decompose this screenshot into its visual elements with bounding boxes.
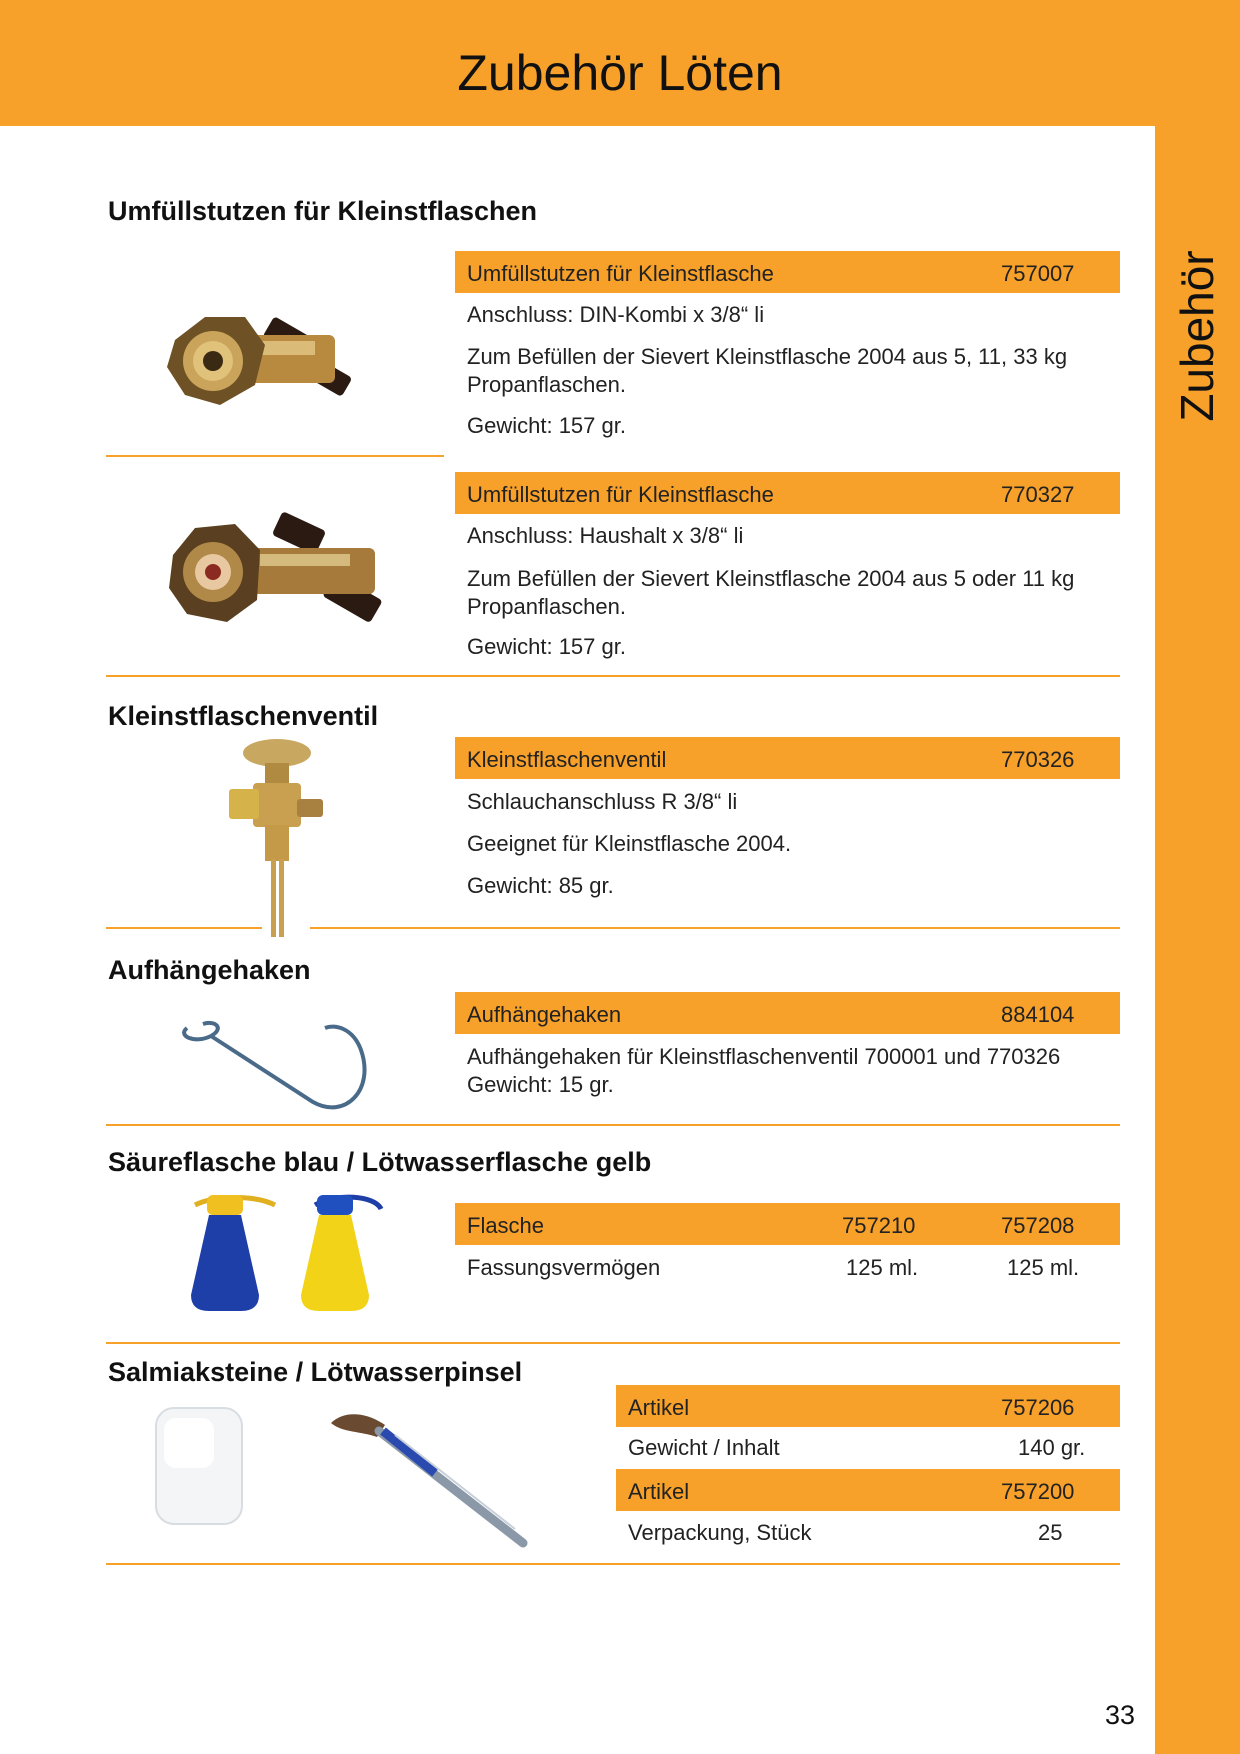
- product-description-line1: Zum Befüllen der Sievert Kleinstflasche 2004 aus 5, 11, 33 kg: [467, 344, 1068, 369]
- packaging-label: Verpackung, Stück: [628, 1520, 812, 1545]
- side-tab-label: Zubehör: [1171, 250, 1223, 422]
- article-code: 757206: [1001, 1395, 1075, 1420]
- weight-value: 140 gr.: [1018, 1435, 1086, 1460]
- product-weight: Gewicht: 85 gr.: [467, 873, 614, 898]
- hook-884104-image: [175, 1010, 385, 1120]
- capacity-label: Fassungsvermögen: [467, 1255, 661, 1280]
- product-name: Umfüllstutzen für Kleinstflasche: [467, 261, 774, 286]
- product-name: Umfüllstutzen für Kleinstflasche: [467, 482, 774, 507]
- article-code: 757200: [1001, 1479, 1075, 1504]
- adapter-757007-image: [165, 305, 380, 425]
- article-bar-757200: [616, 1469, 1120, 1511]
- capacity-yellow: 125 ml.: [1007, 1255, 1080, 1280]
- article-label: Artikel: [628, 1395, 690, 1420]
- product-name: Kleinstflaschenventil: [467, 747, 667, 772]
- product-description: Geeignet für Kleinstflasche 2004.: [467, 831, 792, 856]
- divider: [106, 1563, 1120, 1565]
- product-code: 770327: [1001, 482, 1075, 507]
- article-bar-757206: [616, 1385, 1120, 1427]
- divider: [310, 927, 1120, 929]
- weight-label: Gewicht / Inhalt: [628, 1435, 780, 1460]
- product-name: Aufhängehaken: [467, 1002, 622, 1027]
- bottles-image: [175, 1185, 395, 1315]
- side-tab: [1155, 126, 1240, 1754]
- product-weight: Gewicht: 15 gr.: [467, 1072, 614, 1097]
- bottle-code-blue: 757210: [842, 1213, 916, 1238]
- product-bar-884104: [455, 992, 1120, 1034]
- divider: [106, 1342, 1120, 1344]
- adapter-770327-image: [165, 510, 405, 640]
- page-title: Zubehör Löten: [457, 45, 783, 101]
- divider: [106, 455, 444, 457]
- packaging-value: 25: [1038, 1520, 1063, 1545]
- brush-image: [325, 1405, 530, 1550]
- product-connection: Anschluss: Haushalt x 3/8“ li: [467, 523, 744, 548]
- article-label: Artikel: [628, 1479, 690, 1504]
- product-bar-770326: [455, 737, 1120, 779]
- valve-770326-image: [215, 735, 335, 940]
- product-description-line1: Zum Befüllen der Sievert Kleinstflasche 2004 aus 5 oder 11 kg: [467, 566, 1075, 591]
- section-title-aufhaengehaken: Aufhängehaken: [108, 955, 311, 985]
- product-bar-757007: [455, 251, 1120, 293]
- section-title-flaschen: Säureflasche blau / Lötwasserflasche gelb: [108, 1147, 652, 1177]
- bottle-table-header: [455, 1203, 1120, 1245]
- product-code: 884104: [1001, 1002, 1075, 1027]
- product-code: 757007: [1001, 261, 1075, 286]
- product-weight: Gewicht: 157 gr.: [467, 413, 626, 438]
- page-number: 33: [1105, 1700, 1136, 1730]
- product-code: 770326: [1001, 747, 1075, 772]
- product-connection: Schlauchanschluss R 3/8“ li: [467, 789, 738, 814]
- page-header: [0, 0, 1240, 126]
- divider: [106, 927, 262, 929]
- salmiak-stone-image: [150, 1400, 250, 1530]
- product-connection: Anschluss: DIN-Kombi x 3/8“ li: [467, 302, 765, 327]
- product-description-line2: Propanflaschen.: [467, 594, 626, 619]
- section-title-kleinstflaschenventil: Kleinstflaschenventil: [108, 701, 379, 731]
- product-description-line2: Propanflaschen.: [467, 372, 626, 397]
- product-description: Aufhängehaken für Kleinstflaschenventil 700001 und 770326: [467, 1044, 1061, 1069]
- section-title-umfuellstutzen: Umfüllstutzen für Kleinstflaschen: [108, 196, 538, 226]
- divider: [106, 1124, 1120, 1126]
- divider: [106, 675, 1120, 677]
- bottle-code-yellow: 757208: [1001, 1213, 1075, 1238]
- capacity-blue: 125 ml.: [846, 1255, 919, 1280]
- section-title-salmiak-pinsel: Salmiaksteine / Lötwasserpinsel: [108, 1357, 523, 1387]
- bottle-header-label: Flasche: [467, 1213, 545, 1238]
- product-bar-770327: [455, 472, 1120, 514]
- product-weight: Gewicht: 157 gr.: [467, 634, 626, 659]
